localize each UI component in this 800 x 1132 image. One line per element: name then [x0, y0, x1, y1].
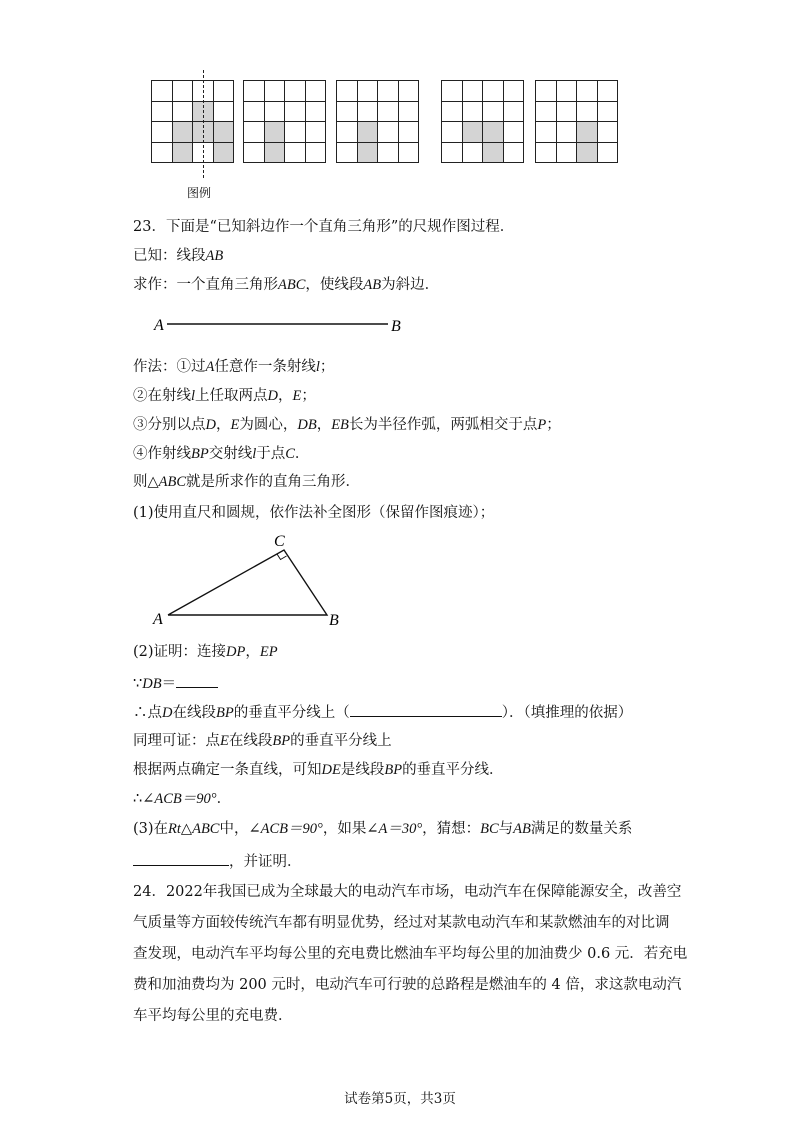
grid-cell — [213, 81, 234, 102]
grid-cell — [357, 81, 378, 102]
grid-cell — [462, 142, 483, 163]
grid-cell-shaded — [483, 142, 504, 163]
grid-cell — [536, 142, 557, 163]
triangle-label-a: A — [153, 611, 163, 628]
grid-cell — [503, 101, 524, 122]
grid-cell-shaded — [462, 122, 483, 143]
grid-cell — [305, 101, 326, 122]
method-step-3: ③分别以点D，E为圆心，DB，EB长为半径作弧，两弧相交于点P； — [133, 417, 561, 433]
grid-cell — [597, 101, 618, 122]
grid-cell — [357, 101, 378, 122]
grid-cell — [285, 81, 306, 102]
proof-line-5: ∴∠ACB＝90°． — [133, 791, 232, 807]
axis-dashed-line — [203, 70, 204, 178]
grid-cell-shaded — [577, 142, 598, 163]
grid-cell — [285, 142, 306, 163]
grid-cell — [556, 81, 577, 102]
answer-blank-relation[interactable] — [133, 851, 229, 866]
triangle-label-c: C — [274, 533, 285, 550]
triangle-figure — [145, 528, 355, 632]
segment-label-b: B — [391, 318, 401, 335]
grid-cell-shaded — [357, 122, 378, 143]
grid-cell — [172, 101, 193, 122]
grid-cell — [536, 101, 557, 122]
grid-cell — [503, 81, 524, 102]
segment-ab-figure — [145, 310, 415, 340]
grid-cell — [442, 142, 463, 163]
q23-task: 求作：一个直角三角形ABC，使线段AB为斜边． — [133, 277, 440, 293]
grid-cell-shaded — [172, 142, 193, 163]
answer-blank-reason[interactable] — [350, 702, 502, 717]
grid-cell — [244, 142, 265, 163]
right-angle-mark — [277, 554, 287, 560]
grid-cell — [337, 122, 358, 143]
q24-line-1: 24．2022年我国已成为全球最大的电动汽车市场，电动汽车在保障能源安全，改善空 — [133, 884, 682, 900]
grid-cell — [305, 81, 326, 102]
grid-cell — [378, 122, 399, 143]
grid-cell — [213, 101, 234, 122]
grid-cell — [462, 101, 483, 122]
grid-cell-shaded — [577, 122, 598, 143]
grid-cell — [503, 142, 524, 163]
grid-cell — [152, 101, 173, 122]
proof-line-4: 根据两点确定一条直线，可知DE是线段BP的垂直平分线． — [133, 762, 504, 778]
q24-line-2: 气质量等方面较传统汽车都有明显优势，经过对某款电动汽车和某款燃油车的对比调 — [133, 915, 670, 931]
grid-cell-shaded — [264, 122, 285, 143]
legend-label: 图例 — [187, 186, 212, 200]
grid-cell — [597, 122, 618, 143]
grid-cell — [398, 101, 419, 122]
grid-cell — [285, 101, 306, 122]
grid-cell — [244, 81, 265, 102]
grid-cell — [556, 101, 577, 122]
grid-cell — [483, 101, 504, 122]
grid-cell — [536, 122, 557, 143]
method-step-2: ②在射线l上任取两点D，E； — [133, 388, 316, 404]
grid-cell — [577, 81, 598, 102]
q23-title: 23．下面是“已知斜边作一个直角三角形”的尺规作图过程． — [133, 219, 515, 235]
grid-cell — [398, 142, 419, 163]
proof-line-3: 同理可证：点E在线段BP的垂直平分线上 — [133, 733, 392, 749]
grid-cell — [305, 122, 326, 143]
grid-cell — [337, 101, 358, 122]
grid-cell — [285, 122, 306, 143]
grid-cell — [378, 81, 399, 102]
grid-cell — [577, 101, 598, 122]
grid-figure-2 — [243, 80, 326, 163]
q24-line-4: 费和加油费均为 200 元时，电动汽车可行驶的总路程是燃油车的 4 倍，求这款电动汽 — [133, 977, 682, 993]
grid-cell — [152, 142, 173, 163]
q23-given: 已知：线段AB — [133, 248, 224, 264]
grid-cell-shaded — [264, 142, 285, 163]
method-step-4: ④作射线BP交射线l于点C． — [133, 446, 310, 462]
grid-cell — [244, 122, 265, 143]
grid-cell — [483, 81, 504, 102]
grid-cell — [556, 142, 577, 163]
grid-cell-shaded — [213, 122, 234, 143]
triangle-abc — [168, 550, 327, 615]
grid-cell — [398, 81, 419, 102]
grid-cell — [378, 101, 399, 122]
grid-cell — [264, 81, 285, 102]
grid-cell — [337, 142, 358, 163]
grid-cell — [442, 122, 463, 143]
grid-cell — [442, 101, 463, 122]
grid-cell — [152, 122, 173, 143]
grid-cell — [398, 122, 419, 143]
part1-text: (1)使用直尺和圆规，依作法补全图形（保留作图痕迹）； — [133, 505, 495, 521]
grid-cell-shaded — [172, 122, 193, 143]
grid-figure-5 — [535, 80, 618, 163]
grid-figure-4 — [441, 80, 524, 163]
grid-cell-shaded — [483, 122, 504, 143]
part2-title: (2)证明：连接DP，EP — [133, 644, 278, 660]
grid-cell — [556, 122, 577, 143]
grid-cell — [503, 122, 524, 143]
triangle-label-b: B — [329, 612, 339, 629]
method-step-1: 作法：①过A任意作一条射线l； — [133, 359, 335, 375]
segment-label-a: A — [154, 317, 164, 334]
grid-cell — [264, 101, 285, 122]
grid-cell-shaded — [213, 142, 234, 163]
grid-cell — [462, 81, 483, 102]
answer-blank-db[interactable] — [176, 673, 218, 688]
q24-line-3: 查发现，电动汽车平均每公里的充电费比燃油车平均每公里的加油费少 0.6 元．若充电 — [133, 946, 688, 962]
grid-cell — [244, 101, 265, 122]
grid-cell — [152, 81, 173, 102]
grid-figure-1 — [151, 80, 234, 163]
page-footer: 试卷第5页，共3页 — [344, 1091, 456, 1107]
grid-cell — [597, 81, 618, 102]
grid-cell — [305, 142, 326, 163]
grid-cell — [442, 81, 463, 102]
proof-line-1: ∵DB＝ — [133, 673, 218, 694]
grid-figure-3 — [336, 80, 419, 163]
part3-text: (3)在Rt△ABC中，∠ACB＝90°，如果∠A＝30°，猜想：BC与AB满足的数量关系 — [133, 821, 633, 837]
part3-end: ，并证明． — [133, 851, 302, 872]
proof-line-2: ∴点D在线段BP的垂直平分线上（ ）．（填推理的依据） — [133, 702, 632, 723]
grid-cell — [337, 81, 358, 102]
q24-line-5: 车平均每公里的充电费． — [133, 1008, 293, 1024]
method-conclusion: 则△ABC就是所求作的直角三角形． — [133, 474, 361, 490]
grid-cell — [378, 142, 399, 163]
grid-cell-shaded — [357, 142, 378, 163]
grid-cell — [536, 81, 557, 102]
grid-cell — [597, 142, 618, 163]
grid-cell — [172, 81, 193, 102]
